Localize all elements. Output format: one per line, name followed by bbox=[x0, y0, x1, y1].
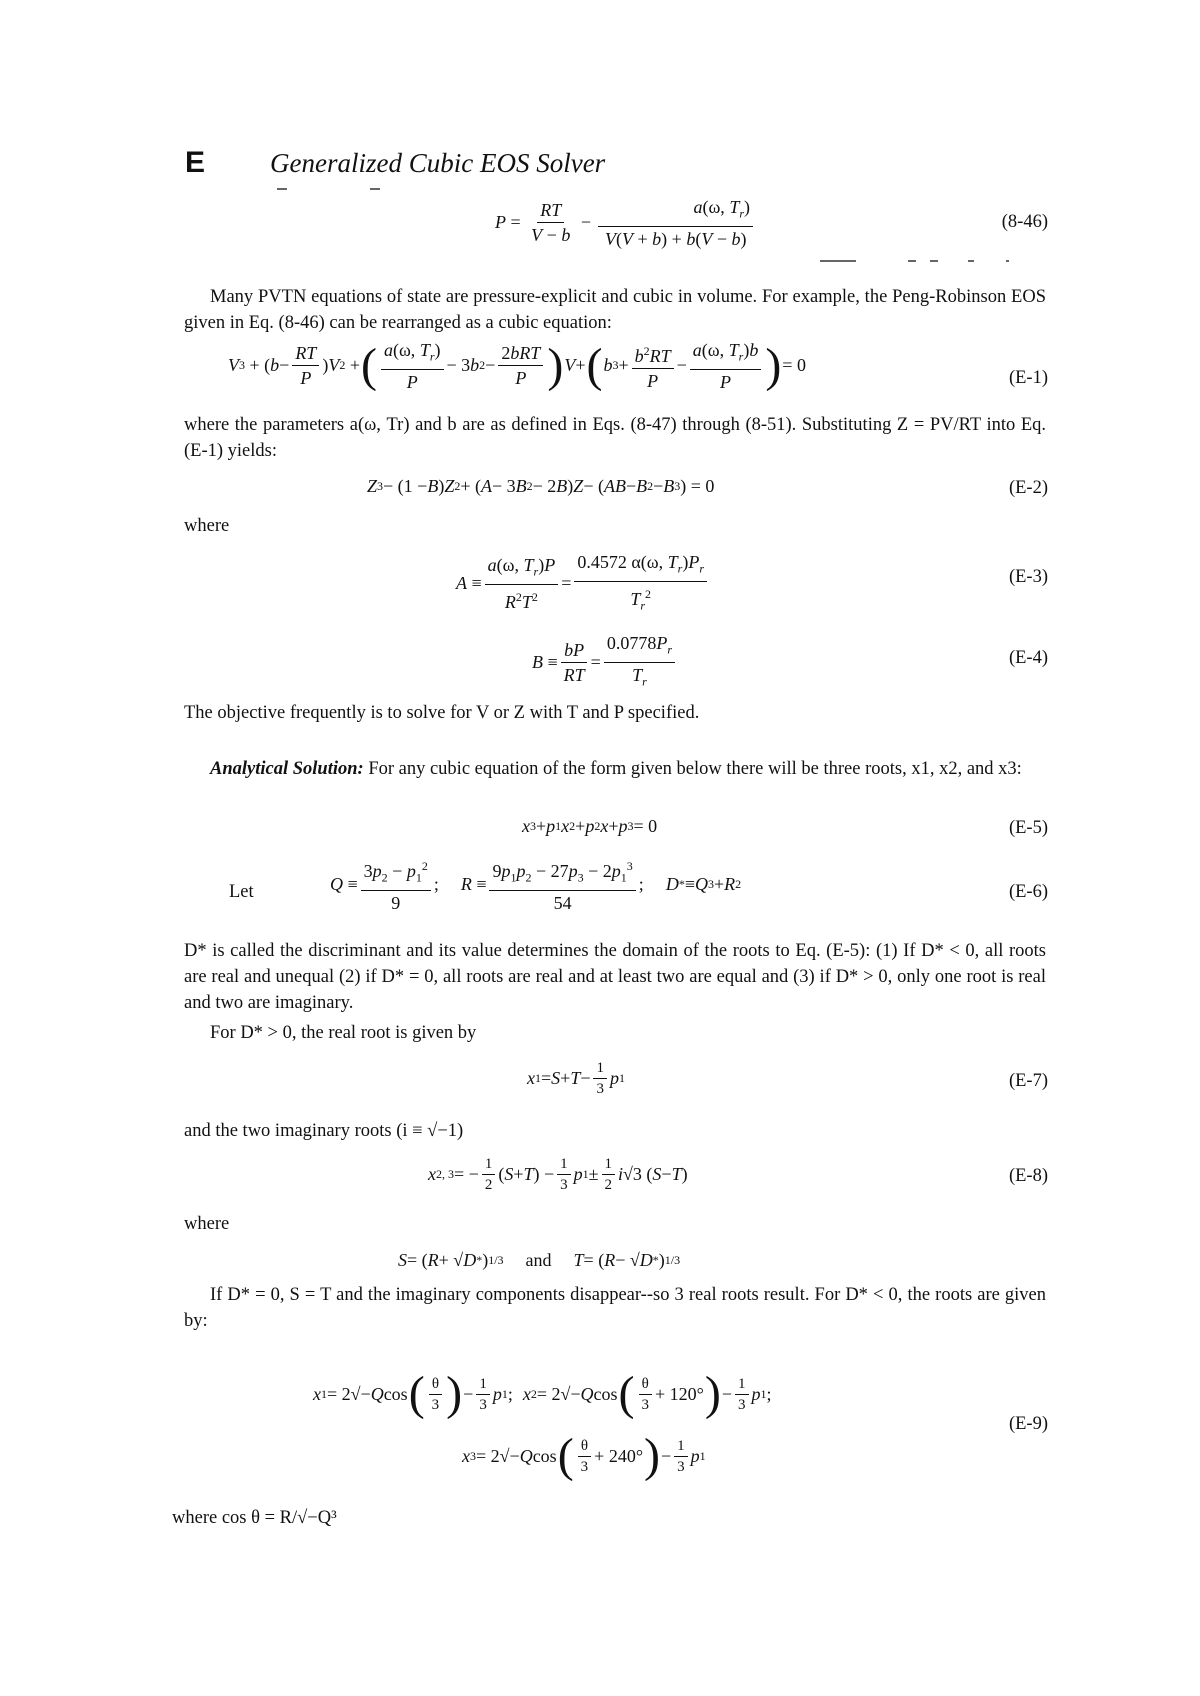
equation-number: (E-7) bbox=[1008, 1071, 1048, 1091]
equation-e2: Z 3 − (1 − B ) Z 2 + ( A − 3 B 2 − 2 B ) Z − ( AB − B 2 − B 3 ) = 0 bbox=[367, 476, 715, 496]
intro-paragraph: Many PVTN equations of state are pressure-explicit and cubic in volume. For example, the Peng-Robinson EOS given in Eq. (8-46) can be rearranged as a cubic equation: bbox=[184, 287, 1046, 333]
paragraph-after-e1: where the parameters a(ω, Tr) and b are as defined in Eqs. (8-47) through (8-51). Substituting Z = PV/RT into Eq. (E-1) yields: bbox=[184, 415, 1046, 461]
equation-number: (E-9) bbox=[1008, 1414, 1048, 1434]
equation-e5: x 3 + p 1 x 2 + p 2 x + p 3 = 0 bbox=[522, 816, 658, 836]
rule-mark bbox=[820, 260, 856, 262]
imaginary-roots-paragraph: and the two imaginary roots (i ≡ √−1) bbox=[184, 1121, 464, 1141]
rule-mark bbox=[1006, 260, 1009, 262]
chapter-title: Generalized Cubic EOS Solver bbox=[270, 148, 606, 178]
equation-number: (E-1) bbox=[1008, 368, 1048, 388]
discriminant-paragraph: D* is called the discriminant and its value determines the domain of the roots to Eq. (E-5): (1) If D* < 0, all roots are real and unequal (2) if D* = 0, all roots are real and at least two are equal and (3) if D* > 0, only one root is real and two are imaginary. bbox=[184, 941, 1046, 1013]
rule-mark bbox=[968, 260, 974, 262]
let-label: Let bbox=[229, 882, 254, 902]
equation-number: (E-8) bbox=[1008, 1166, 1048, 1186]
analytical-heading: Analytical Solution: bbox=[210, 759, 364, 779]
equation-e4: B ≡ $\frac{bP}{RT}$ = $\frac{0.0778P_r}{T_r}$ bbox=[532, 633, 678, 691]
where-label: where bbox=[184, 516, 230, 536]
analytical-paragraph bbox=[184, 756, 1046, 782]
equation-e8: x 2, 3 = − $\frac{1}{2}$ ( S + T ) − $\frac{1}{3}$ p 1 ± $\frac{1}{2}$ i √3 ( S − T ) bbox=[428, 1156, 688, 1193]
equation-e9-line1: x 1 = 2√− Q cos ( $\frac{\theta}{3}$ ) − $\frac{1}{3}$ p 1 ; x 2 = 2√− Q cos ( $\frac{\theta}{3}$ + 120° ) − $\frac{1}{3}$ p 1 ; bbox=[313, 1367, 772, 1420]
equation-s-t: S = ( R + √ D * ) 1/3 and T = ( R − √ D * ) 1/3 bbox=[398, 1250, 681, 1270]
objective-paragraph: The objective frequently is to solve for V or Z with T and P specified. bbox=[184, 703, 700, 723]
rule-mark bbox=[930, 260, 938, 262]
equation-number: (E-2) bbox=[1008, 478, 1048, 498]
chapter-letter: E bbox=[185, 146, 206, 179]
equation-e3: A ≡ $\frac{a(\omega, T_r)P}{R^2T^2}$ = $\frac{0.4572 \alpha(\omega, T_r)P_r}{T_r^2}$ bbox=[456, 552, 710, 615]
equation-e1: V 3 + ( b − $\frac{RT}{P}$ ) V 2 + ( $\frac{a(\omega, T_r)}{P}$ − 3 b 2 − $\frac{\text{2bRT}}{P}$ ) V + ( b 3 + $\frac{b^2RT}{P}$ − $\frac{a(\omega, T_r)b}{P}$ ) = 0 bbox=[228, 338, 806, 392]
equation-8-46: P = $\frac{RT}{V - b}$ − $\frac{a(\omega, T_r)}{V(V + b) + b(V - b)}$ bbox=[495, 197, 756, 249]
equation-number: (E-5) bbox=[1008, 818, 1048, 838]
equation-e9-line2: x 3 = 2√− Q cos ( $\frac{\theta}{3}$ + 240° ) − $\frac{1}{3}$ p 1 bbox=[462, 1429, 706, 1482]
header-rule-mark bbox=[370, 188, 380, 190]
equation-e6: Q ≡ $\frac{3p_2 - p_1^2}{9}$ ; R ≡ $\frac{9p_1p_2 - 27p_3 - 2p_1^3}{54}$ ; D * ≡ Q 3 + R 2 bbox=[330, 856, 741, 913]
equation-number: (E-3) bbox=[1008, 567, 1048, 587]
equation-e7: x 1 = S + T − $\frac{1}{3}$ p 1 bbox=[527, 1060, 625, 1097]
equation-number: (8-46) bbox=[1001, 212, 1048, 232]
zero-discriminant-paragraph: If D* = 0, S = T and the imaginary components disappear--so 3 real roots result. For D* < 0, the roots are given by: bbox=[184, 1285, 1046, 1331]
header-rule-mark bbox=[277, 188, 287, 190]
equation-number: (E-4) bbox=[1008, 648, 1048, 668]
analytical-body: For any cubic equation of the form given below there will be three roots, x1, x2, and x3: bbox=[363, 759, 1022, 779]
rule-mark bbox=[908, 260, 916, 262]
where-label: where bbox=[184, 1214, 230, 1234]
and-word: and bbox=[525, 1250, 552, 1270]
equation-number: (E-6) bbox=[1008, 882, 1048, 902]
where-cos-line: where cos θ = R/√−Q³ bbox=[172, 1508, 337, 1528]
positive-discriminant-paragraph: For D* > 0, the real root is given by bbox=[210, 1023, 477, 1043]
